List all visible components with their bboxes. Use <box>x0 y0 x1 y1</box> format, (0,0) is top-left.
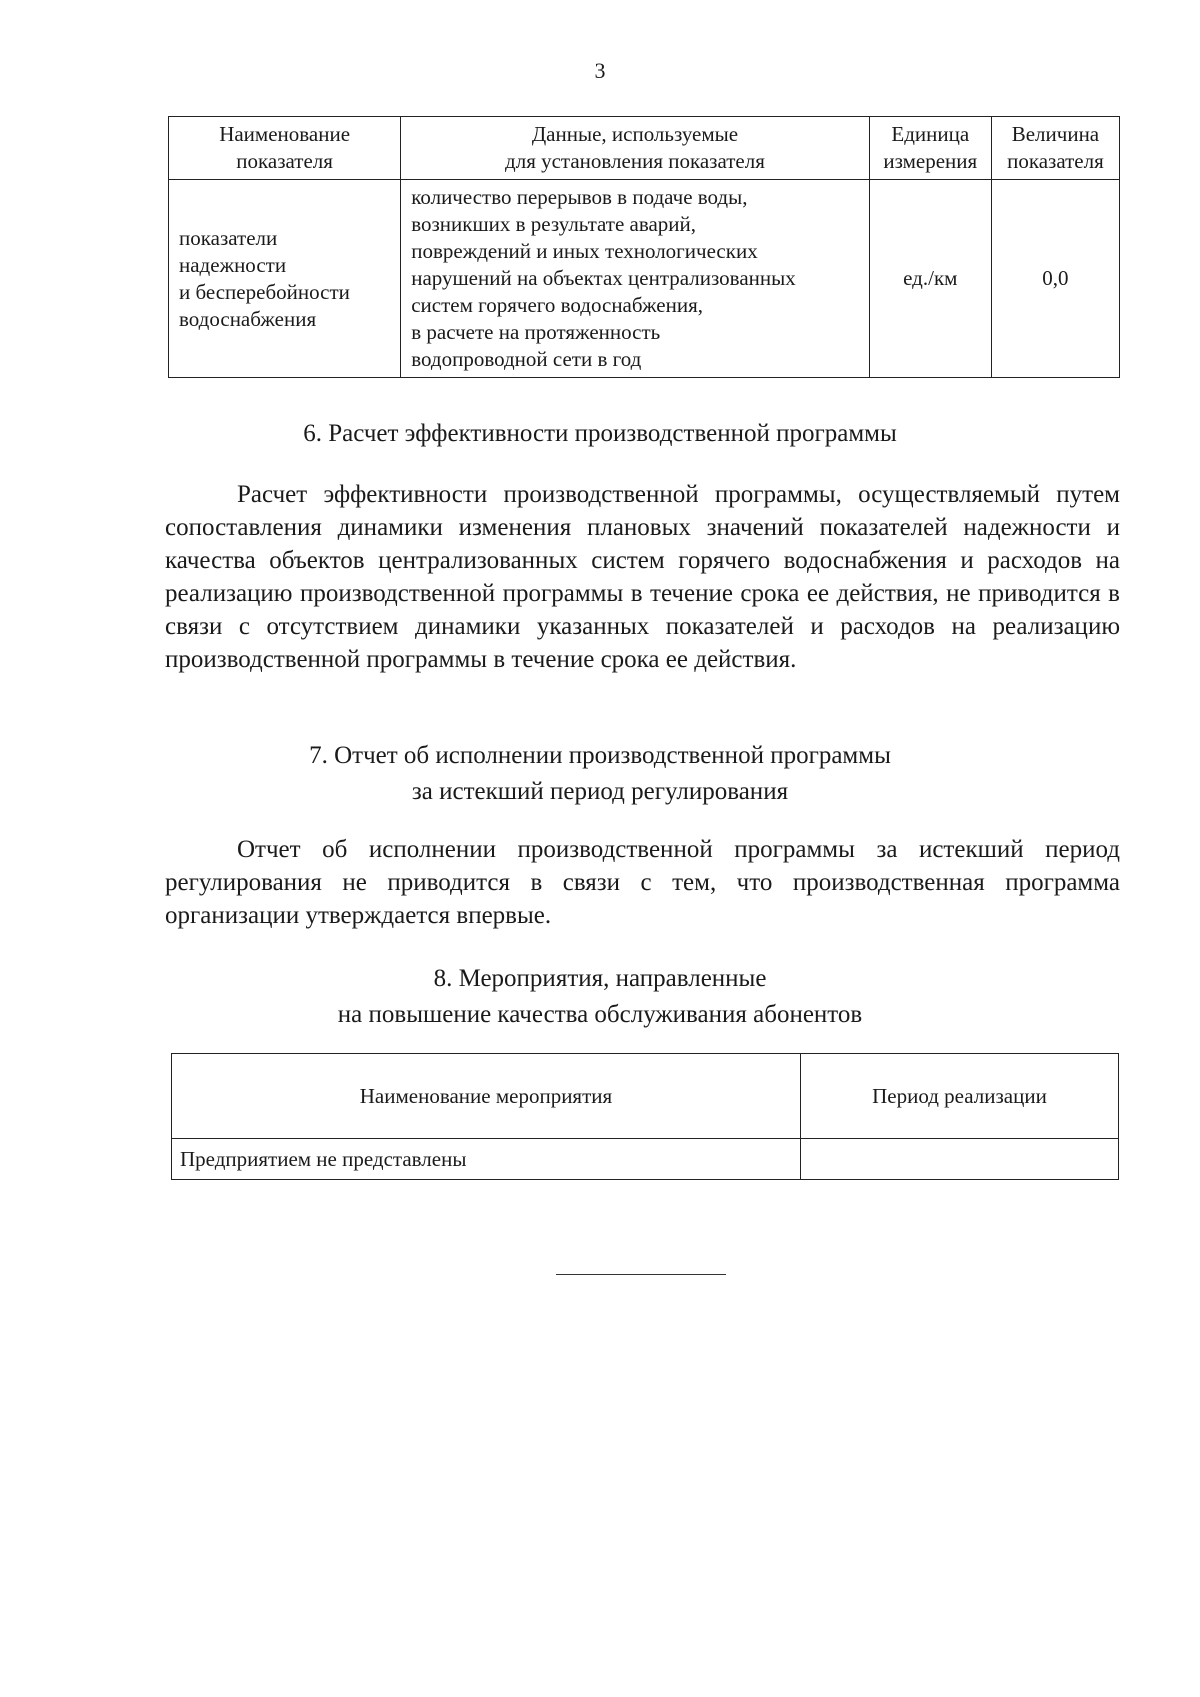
section-7-text: Отчет об исполнении производственной программы за истекший период регулирования не приводится в связи с тем, что производственная программа организации утверждается впервые. <box>165 836 1120 929</box>
header-measure-name: Наименование мероприятия <box>172 1054 801 1139</box>
section-6-text: Расчет эффективности производственной программы, осуществляемый путем сопоставления динамики изменения плановых значений показателей надежности и качества объектов централизованных систем горячего водоснабжения и расходов на реализацию производственной программы в течение срока ее действия, не приводится в связи с отсутствием динамики указанных показателей и расходов на реализацию производственной программы в течение срока ее действия. <box>165 481 1120 673</box>
section-6-heading: 6. Расчет эффективности производственной программы <box>303 420 897 447</box>
header-period: Период реализации <box>800 1054 1118 1139</box>
section-8-heading: 8. Мероприятия, направленные на повышение качества обслуживания абонентов <box>337 965 863 1028</box>
section-7-heading: 7. Отчет об исполнении производственной программы за истекший период регулирования <box>309 742 891 805</box>
indicator-value-cell: 0,0 <box>991 180 1119 378</box>
indicator-name-cell: показатели надежности и бесперебойности водоснабжения <box>169 180 401 378</box>
header-unit: Единица измерения <box>869 117 991 180</box>
page-number: 3 <box>594 58 606 83</box>
header-data-used: Данные, используемые для установления показателя <box>401 117 869 180</box>
indicator-unit-cell: ед./км <box>869 180 991 378</box>
header-indicator-name: Наименование показателя <box>169 117 401 180</box>
measures-table-header <box>172 1054 1119 1139</box>
table-row <box>172 1139 1119 1180</box>
measure-period-cell <box>800 1139 1118 1180</box>
table-row <box>169 180 1120 378</box>
end-divider <box>556 1274 726 1275</box>
indicator-table-header <box>169 117 1120 180</box>
header-value: Величина показателя <box>991 117 1119 180</box>
indicator-data-cell: количество перерывов в подаче воды, возникших в результате аварий, повреждений и иных технологических нарушений на объектах централизованных систем горячего водоснабжения, в расчете на протяженность водопроводной сети в год <box>401 180 869 378</box>
measures-table <box>171 1053 1119 1180</box>
indicator-table <box>168 116 1120 378</box>
measure-name-cell: Предприятием не представлены <box>172 1139 801 1180</box>
